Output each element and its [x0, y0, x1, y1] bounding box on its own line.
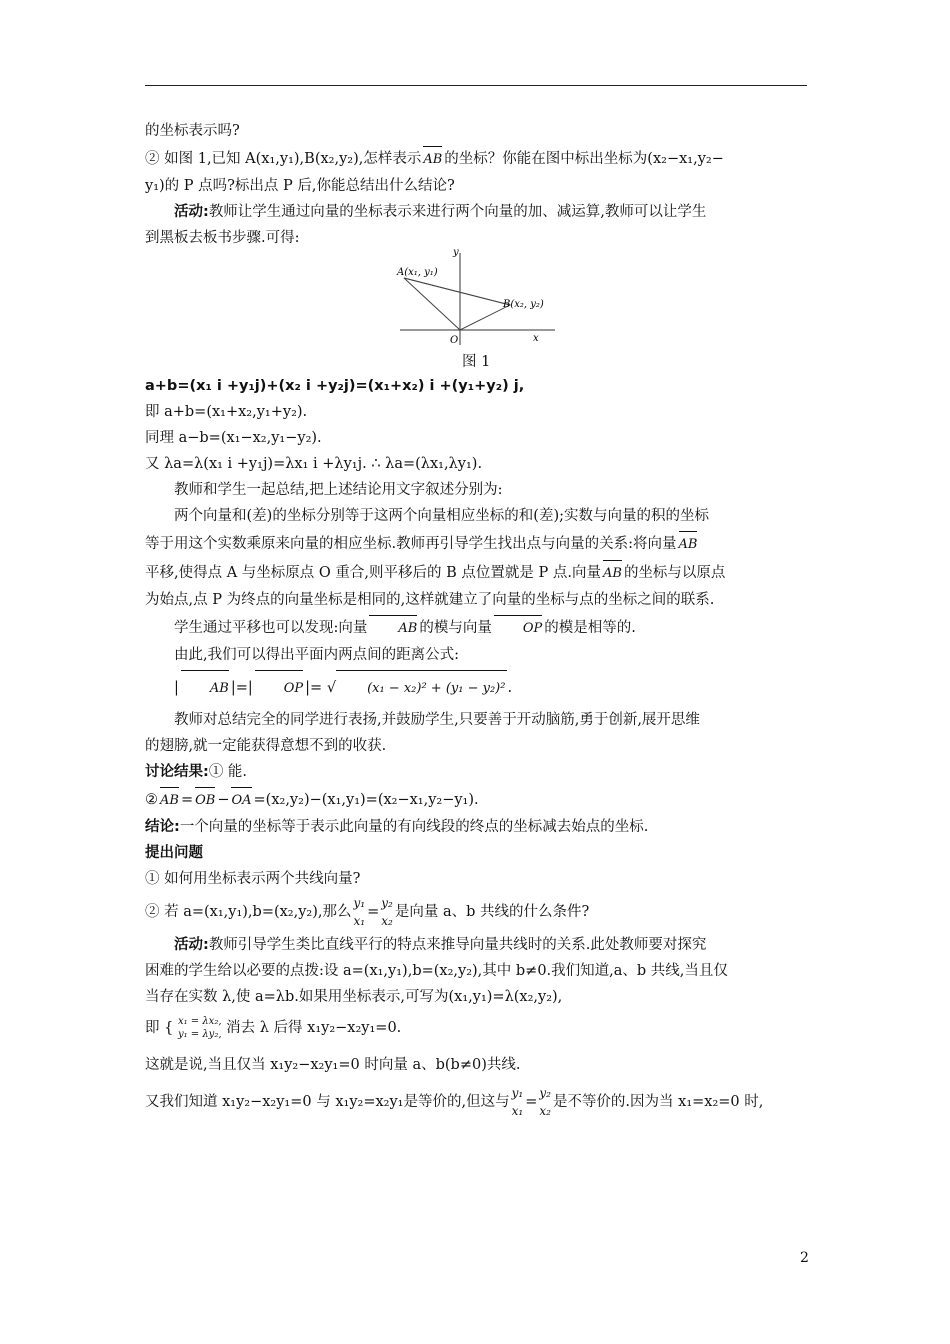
distance-formula: | AB |=| OP |= √ (x₁ − x₂)² + (y₁ − y₂)² .	[145, 668, 810, 707]
header-rule	[145, 85, 807, 86]
text-line: 的坐标表示吗?	[145, 123, 240, 139]
text-line: 到黑板去板书步骤.可得:	[145, 230, 300, 246]
page-number: 2	[800, 1250, 809, 1266]
discussion-result-2: ② AB = OB − OA =(x₂,y₂)−(x₁,y₁)=(x₂−x₁,y₂−y₁).	[145, 785, 810, 814]
activity-paragraph-2: 活动:教师引导学生类比直线平行的特点来推导向量共线时的关系.此处教师要对探究	[174, 937, 707, 953]
point-a-label: A(x₁, y₁)	[397, 267, 438, 278]
conclusion: 结论:一个向量的坐标等于表示此向量的有向线段的终点的坐标减去始点的坐标.	[145, 819, 649, 835]
system-line: 即 { x₁ = λx₂, y₁ = λy₂, 消去 λ 后得 x₁y₂−x₂y₁=0.	[145, 1016, 402, 1040]
text-line: y₁)的 P 点吗?标出点 P 后,你能总结出什么结论?	[145, 178, 455, 194]
text-line: 困难的学生给以必要的点拨:设 a=(x₁,y₁),b=(x₂,y₂),其中 b≠0.我们知道,a、b 共线,当且仅	[145, 963, 728, 979]
text-line: 平移,使得点 A 与坐标原点 O 重合,则平移后的 B 点位置就是 P 点.向量 AB 的坐标与以原点	[145, 558, 810, 587]
text-line: 教师和学生一起总结,把上述结论用文字叙述分别为:	[174, 482, 503, 498]
activity-paragraph: 活动:教师让学生通过向量的坐标表示来进行两个向量的加、减运算,教师可以让学生	[174, 204, 707, 220]
document-body-2	[145, 373, 810, 1122]
figure-caption: 图 1	[462, 354, 491, 370]
text-line: 由此,我们可以得出平面内两点间的距离公式:	[174, 647, 459, 663]
question-2: ② 若 a=(x₁,y₁),b=(x₂,y₂),那么y₁ x₁ =y₂ x₂ 是向量 a、b 共线的什么条件?	[145, 896, 590, 928]
equation-diff: 同理 a−b=(x₁−x₂,y₁−y₂).	[145, 430, 322, 446]
equation-sum-coords: 即 a+b=(x₁+x₂,y₁+y₂).	[145, 404, 308, 420]
text-line: 两个向量和(差)的坐标分别等于这两个向量相应坐标的和(差);实数与向量的积的坐标	[174, 508, 710, 524]
text-line: 教师对总结完全的同学进行表扬,并鼓励学生,只要善于开动脑筋,勇于创新,展开思维	[174, 712, 700, 728]
text-line: 等于用这个实数乘原来向量的相应坐标.教师再引导学生找出点与向量的关系:将向量 AB	[145, 529, 810, 558]
origin-label: O	[450, 335, 459, 346]
text-line: ② 如图 1,已知 A(x₁,y₁),B(x₂,y₂),怎样表示 AB 的坐标？你能在图中标出坐标为(x₂−x₁,y₂−	[145, 144, 810, 173]
text-line: 当存在实数 λ,使 a=λb.如果用坐标表示,可写为(x₁,y₁)=λ(x₂,y₂),	[145, 989, 563, 1005]
text-line: 又我们知道 x₁y₂−x₂y₁=0 与 x₁y₂=x₂y₁是等价的,但这与y₁ x₁ =y₂ x₂ 是不等价的.因为当 x₁=x₂=0 时,	[145, 1086, 764, 1118]
text-line: 的翅膀,就一定能获得意想不到的收获.	[145, 738, 387, 754]
text-line: 为始点,点 P 为终点的向量坐标是相同的,这样就建立了向量的坐标与点的坐标之间的联系.	[145, 592, 715, 608]
document-body	[145, 118, 810, 251]
equation-sum: a+b=(x₁ i +y₁j)+(x₂ i +y₂j)=(x₁+x₂) i +(y₁+y₂) j,	[145, 378, 525, 394]
figure-1	[395, 245, 560, 350]
text-line: 这就是说,当且仅当 x₁y₂−x₂y₁=0 时向量 a、b(b≠0)共线.	[145, 1057, 521, 1073]
discussion-result: 讨论结果:① 能.	[145, 764, 248, 780]
section-heading: 提出问题	[145, 845, 203, 861]
point-b-label: B(x₂, y₂)	[503, 299, 544, 310]
equation-scalar: 又 λa=λ(x₁ i +y₁j)=λx₁ i +λy₁j. ∴ λa=(λx₁,λy₁).	[145, 456, 483, 472]
x-axis-label: x	[533, 333, 539, 344]
question-1: ① 如何用坐标表示两个共线向量?	[145, 871, 361, 887]
y-axis-label: y	[453, 247, 459, 258]
vector-ab: AB	[423, 144, 442, 173]
text-line: 学生通过平移也可以发现:向量 AB 的模与向量 OP 的模是相等的.	[145, 613, 810, 642]
